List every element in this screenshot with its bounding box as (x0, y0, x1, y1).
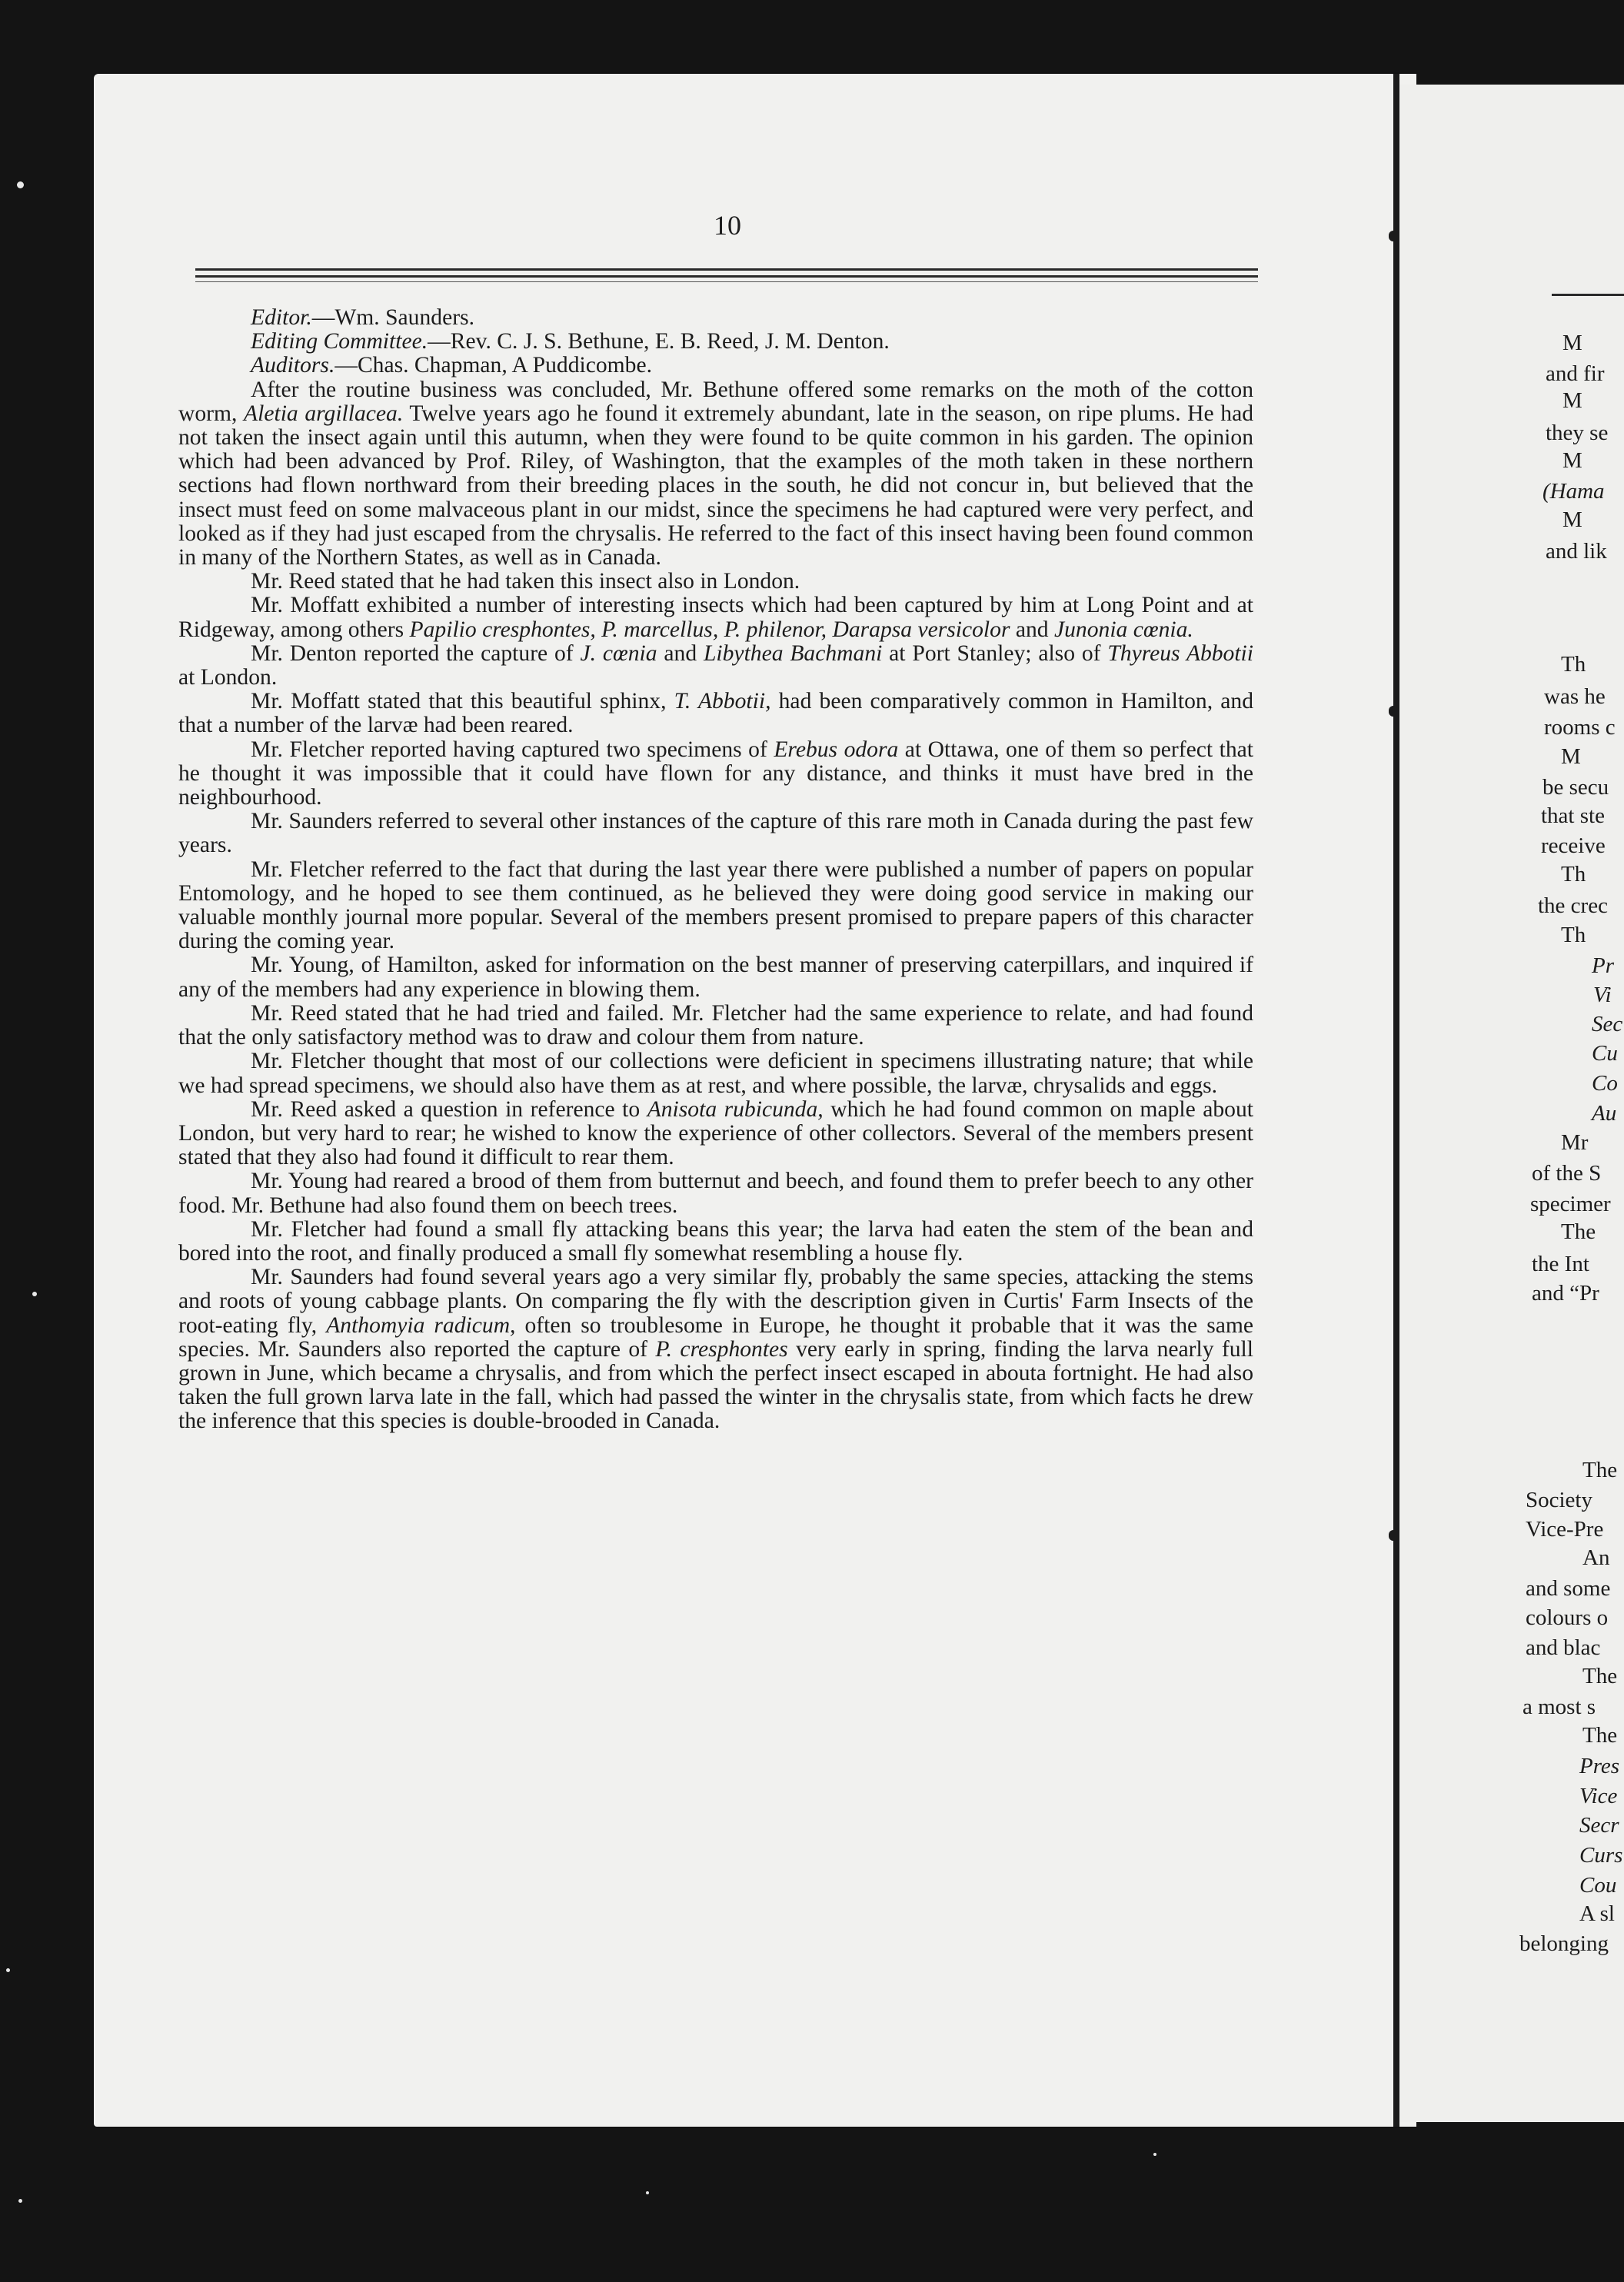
facing-page-fragment: the Int (1532, 1252, 1589, 1276)
book-gutter (1393, 74, 1399, 2127)
species-name: T. Abbotii, (674, 689, 771, 714)
paragraph-text: After the routine business was concluded, Mr. Bethune offered some remarks on the moth of the cotton worm, (178, 377, 1253, 426)
facing-page-fragment: that ste (1541, 803, 1605, 828)
minutes-paragraph (178, 858, 1253, 954)
facing-page-fragment: M (1562, 448, 1582, 473)
facing-page-fragment: Co (1592, 1071, 1618, 1096)
facing-page-fragment: a most s (1522, 1695, 1596, 1719)
facing-page-fragment: Vi (1593, 983, 1612, 1007)
minutes-paragraph (178, 594, 1253, 641)
paragraph-text: Mr. Reed asked a question in reference to (251, 1096, 647, 1122)
officer-role: Editor. (251, 305, 312, 330)
background-speck (17, 181, 24, 188)
paragraph-text: Mr. Saunders had found several years ago a very similar fly, probably the same species, attacking the stems and roots of young cabbage plants. On comparing the fly with the description given in Curtis' Farm Insects of the root-eating fly, (178, 1265, 1253, 1338)
facing-page-fragment: The (1582, 1723, 1618, 1748)
facing-page-fragment: Secr (1579, 1813, 1619, 1838)
paragraph-text: which he had found common on maple about London, but very hard to rear; he wished to know the experience of other collectors. Several of the members present stated that they also had found it difficult to rear them. (178, 1096, 1253, 1170)
facing-page-rule (1552, 294, 1624, 296)
paragraph-text: Mr. Fletcher thought that most of our collections were deficient in specimens illustrating nature; that while we had spread specimens, we should also have them as at rest, and where possible, the larvæ, chrysalids and eggs. (178, 1049, 1253, 1098)
officer-line (178, 306, 1253, 330)
paragraph-text: at Port Stanley; also of (882, 640, 1108, 666)
background-speck (6, 1968, 10, 1972)
facing-page-fragment: and fir (1546, 361, 1605, 386)
page-body (178, 306, 1253, 1434)
species-name: Junonia cœnia. (1054, 617, 1193, 642)
species-name: Thyreus Abbotii (1107, 640, 1253, 666)
facing-page-fragment: Au (1592, 1101, 1617, 1126)
facing-page-fragment: M (1562, 331, 1582, 355)
paragraph-text: Mr. Young, of Hamilton, asked for information on the best manner of preserving caterpillars, and inquired if any of the members had any experience in blowing them. (178, 953, 1253, 1002)
species-name: P. cresphontes (655, 1336, 788, 1362)
paragraph-text: often so troublesome in Europe, he thought it probable that it was the same species. Mr. Saunders also reported the capture of (178, 1312, 1253, 1362)
facing-page-fragment: The (1561, 1219, 1596, 1244)
facing-page-fragment: Vice-Pre (1526, 1517, 1604, 1542)
officer-list (178, 306, 1253, 378)
paragraph-text: at Ottawa, one of them so perfect that he thought it was impossible that it could have flown for any distance, and thinks it must have bred in the neighbourhood. (178, 737, 1253, 810)
paragraph-text: Mr. Fletcher had found a small fly attacking beans this year; the larva had eaten the stem of the bean and bored into the root, and finally produced a small fly somewhat resembling a house fly. (178, 1216, 1253, 1266)
minutes-paragraph (178, 810, 1253, 857)
facing-page-fragment: they se (1546, 421, 1609, 445)
paragraph-text: Mr. Reed stated that he had taken this insect also in London. (251, 569, 800, 594)
minutes-paragraph (178, 378, 1253, 570)
facing-page-fragment: Pr (1592, 953, 1614, 978)
paragraph-text: Mr. Young had reared a brood of them from butternut and beech, and found them to prefer beech to any other food. Mr. Bethune had also found them on beech trees. (178, 1169, 1253, 1218)
paragraph-text: Mr. Denton reported the capture of (251, 640, 581, 666)
minutes-paragraph (178, 690, 1253, 737)
facing-page-fragment: the crec (1538, 893, 1608, 918)
officer-line (178, 354, 1253, 378)
facing-page-fragment: Curs (1579, 1843, 1623, 1868)
minutes-paragraph (178, 738, 1253, 810)
facing-page-fragment: and “Pr (1532, 1281, 1599, 1306)
officer-names: Wm. Saunders. (334, 305, 474, 330)
officer-role: Auditors. (251, 353, 335, 378)
species-name: Libythea Bachmani (703, 640, 883, 666)
facing-page-fragment: and blac (1526, 1635, 1601, 1660)
minutes-paragraph (178, 642, 1253, 690)
facing-page-fragment: of the S (1532, 1161, 1602, 1186)
header-rule (195, 281, 1258, 282)
facing-page-fragment: M (1561, 744, 1581, 769)
facing-page-fragment: Vice (1579, 1784, 1618, 1808)
officer-separator: — (311, 305, 335, 330)
paragraph-text: and (1010, 617, 1054, 642)
paragraph-text: and (657, 640, 704, 666)
facing-page-fragment: Cu (1592, 1041, 1618, 1066)
facing-page-fragment: M (1562, 507, 1582, 532)
species-name: Erebus odora (774, 737, 899, 762)
facing-page-fragment: and some (1526, 1576, 1611, 1601)
facing-page-fragment: Sec (1592, 1012, 1623, 1036)
header-rule (195, 268, 1258, 271)
facing-page-fragment: colours o (1526, 1605, 1609, 1630)
minutes-paragraph (178, 1169, 1253, 1217)
facing-page-fragment: An (1582, 1545, 1610, 1570)
facing-page-fragment: M (1562, 388, 1582, 413)
species-name: Aletia argillacea. (244, 401, 404, 426)
minutes-paragraph (178, 1266, 1253, 1433)
facing-page-fragment: Pres (1579, 1754, 1620, 1778)
paragraph-text: Mr. Saunders referred to several other instances of the capture of this rare moth in Canada during the past few years. (178, 809, 1253, 858)
facing-page-fragment: (Hama (1542, 479, 1605, 504)
minutes-paragraph (178, 953, 1253, 1001)
paragraph-text: Mr. Moffatt exhibited a number of interesting insects which had been captured by him at Long Point and at Ridgeway, among others (178, 593, 1253, 642)
minutes-paragraph (178, 570, 1253, 594)
facing-page-fragment: Mr (1561, 1130, 1589, 1155)
facing-page-fragment: Th (1561, 862, 1586, 887)
background-speck (1153, 2153, 1156, 2156)
species-name: Anisota rubicunda, (647, 1096, 824, 1122)
paragraph-text: Mr. Fletcher reported having captured two specimens of (251, 737, 774, 762)
facing-page-fragment: specimer (1530, 1192, 1611, 1216)
facing-page-fragment: Society (1526, 1488, 1592, 1512)
facing-page-fragment: Th (1561, 923, 1586, 947)
facing-page-fragment: be secu (1542, 775, 1609, 800)
minutes-paragraph (178, 1050, 1253, 1097)
paragraph-text: at London. (178, 665, 278, 690)
facing-page-fragment: Th (1561, 652, 1586, 677)
paragraph-text: very early in spring, finding the larva nearly full grown in June, which became a chrysalis, and from which the perfect insect escaped in abouta fortnight. He had also taken the full grown larva late in the fall, which had passed the winter in the chrysalis state, from which facts he drew the inference that this species is double-brooded in Canada. (178, 1336, 1254, 1434)
minutes-paragraph (178, 1002, 1253, 1050)
facing-page-fragment: belonging (1519, 1931, 1609, 1956)
background-speck (18, 2199, 22, 2203)
officer-separator: — (334, 353, 358, 378)
background-speck (646, 2191, 649, 2194)
minutes-paragraph (178, 1098, 1253, 1170)
facing-page-fragment: receive (1541, 833, 1606, 858)
paragraph-text: Mr. Fletcher referred to the fact that during the last year there were published a number of papers on popular Entomology, and he hoped to see them continued, as he believed they were doing good service in making our valuable monthly journal more popular. Several of the members present promised to prepare papers of this character during the coming year. (178, 857, 1253, 954)
paragraph-text: Twelve years ago he found it extremely abundant, late in the season, on ripe plums. He had not taken the insect again until this autumn, when they were found to be quite common in his garden. The opinion which had been advanced by Prof. Riley, of Washington, that the examples of the moth taken in these northern sections had flown northward from their breeding places in the south, he did not concur in, but believed that the insect must feed on some malvaceous plant in our midst, since the specimens he had captured were very perfect, and looked as if they had just escaped from the chrysalis. He referred to the fact of this insect having been found common in many of the Northern States, as well as in Canada. (178, 401, 1254, 570)
officer-names: Chas. Chapman, A Puddicombe. (357, 353, 652, 378)
officer-separator: — (428, 329, 451, 354)
minutes-paragraph (178, 1218, 1253, 1266)
facing-page-fragment: A sl (1579, 1901, 1615, 1926)
officer-names: Rev. C. J. S. Bethune, E. B. Reed, J. M. Denton. (450, 329, 890, 354)
paragraph-text: Mr. Moffatt stated that this beautiful sphinx, (251, 689, 674, 714)
header-rule (195, 275, 1258, 278)
facing-page-fragment: Cou (1579, 1873, 1617, 1898)
officer-line (178, 330, 1253, 354)
page-number: 10 (714, 210, 741, 241)
facing-page-fragment: rooms c (1544, 715, 1616, 740)
paragraph-text: Mr. Reed stated that he had tried and failed. Mr. Fletcher had the same experience to relate, and had found that the only satisfactory method was to draw and colour them from nature. (178, 1000, 1253, 1050)
species-name: J. cœnia (580, 640, 657, 666)
facing-page-fragment: and lik (1546, 539, 1607, 564)
officer-role: Editing Committee. (251, 329, 428, 354)
facing-page-fragment: The (1582, 1458, 1618, 1482)
species-name: Anthomyia radicum, (326, 1312, 516, 1338)
background-speck (32, 1292, 37, 1296)
facing-page-fragment: The (1582, 1664, 1618, 1688)
species-name: Papilio cresphontes, P. marcellus, P. philenor, Darapsa versicolor (409, 617, 1010, 642)
facing-page-fragment: was he (1544, 684, 1606, 709)
paragraph-text: had been comparatively common in Hamilton, and that a number of the larvæ had been reared. (178, 689, 1253, 738)
minutes-paragraphs (178, 378, 1253, 1434)
